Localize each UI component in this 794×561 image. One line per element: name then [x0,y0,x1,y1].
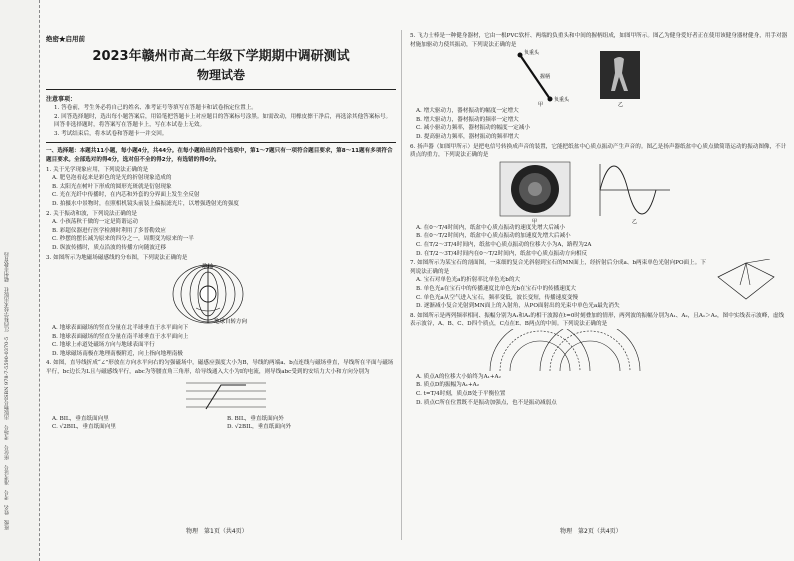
q1-option-c: C. 光在光纤中传播时，在内芯和外套的分界面上发生全反射 [52,192,200,199]
note-1: 1. 答卷前，考生务必将自己的姓名、准考证号等填写在答题卡和试卷指定位置上。 [54,105,257,111]
notes-rule [46,142,396,143]
exam-subtitle: 物理试卷 [196,68,245,82]
note-3: 3. 考试结束后，将本试卷和答题卡一并交回。 [54,130,168,137]
q3-figure [46,262,396,324]
q3-option-a: A. 地球表面磁场的竖直分量在北半球垂直于水平面向下 [52,325,189,332]
q4-option-b: B. BIL，垂直纸面向外 [227,415,284,422]
q5-label-grip: 握柄 [540,74,551,81]
q8-option-c: C. t=T/4时刻，质点B处于平衡位置 [416,391,506,398]
q1-option-b: B. 太阳光在树叶下形成的圆形光斑就是衍射现象 [52,183,172,190]
q5-option-c: C. 减小驱动力频率，器材振动的幅度一定减小 [416,125,530,132]
earth-magnetic-field-diagram [46,262,396,324]
binding-strip [0,0,40,561]
q3-option-d: D. 地球磁场南极在地理南极附近，向上指向地理南极 [52,350,183,357]
q8-stem: 8. 如图所示是两列频率相同、振幅分别为A₁和A₂的相干波源在t=0时刻叠加的情形，两列波的振幅分别为A₁、A₂，且A₁＞A₂，图中实线表示波峰，虚线表示波谷，A、B、C、D四个质点，C点在E、B两点的中间。下列说法正确的是 [410,312,785,328]
question-3 [46,254,396,359]
q7-option-c: C. 单色光a从空气进入宝石，频率变低，波长变短，传播速度变慢 [416,294,579,301]
q7-option-d: D. 逐渐减小复合光射到MN面上的入射角，从PO面射出的光束中单色光a最先消失 [416,303,620,310]
question-2 [46,210,396,253]
question-1 [46,166,396,209]
binding-text [3,30,37,530]
page-2-footer: 物理 第2页（共4页） [560,528,622,535]
q5-label-yi: 乙 [618,102,624,108]
question-5 [410,32,788,142]
q4-option-d: D. √2BIL，垂直纸面向外 [227,424,292,431]
page-2 [410,0,788,561]
q2-option-d: D. 纵波传播时，质点沿波的传播方向随波迁移 [52,244,167,251]
q4-figure [46,377,396,415]
q6-label-jia: 甲 [532,218,538,224]
page-1 [46,0,396,561]
binding-line: 赣州市教育局 [4,246,10,282]
speaker-and-vibration-graph [410,160,788,224]
q5-figure [410,49,788,107]
q2-option-c: C. 秒摆的摆长减为原来的四分之一，周期变为原来的一半 [52,236,194,243]
q1-stem: 1. 关于光学现象应用，下列说法正确的是 [46,166,149,173]
bent-wire-diagram [46,377,396,415]
q2-stem: 2. 关于振动和波，下列说法正确的是 [46,210,138,217]
q4-stem: 4. 如图，直导线折成“∠”形放在方向水平向右的匀强磁场中，磁感应强度大小为B，导线的两端a、b点连线与磁场垂直，导线所在平面与磁场平行，bc边长为L且与磁感线平行，abc为等腰直角三角形，给导线通入大小为I的电流，则导线abc受到的安培力大小和方向分别为 [46,360,394,376]
notes-heading: 注意事项： [46,96,77,103]
q4-option-a: A. BIL，垂直纸面向里 [52,415,109,422]
q1-option-a: A. 肥皂泡看起来是彩色的是光的折射现象造成的 [52,175,172,182]
section-heading: 一、选择题：本题共11小题，每小题4分，共44分。在每小题给出的四个选项中，第1～7题只有一项符合题目要求，第8～11题有多项符合题目要求。全部选对的得4分，选对但不全的得2分，有选错的得0分。 [46,148,393,163]
question-4 [46,359,396,431]
q4-options [46,415,396,432]
q3-option-b: B. 地球表面磁场的竖直分量在南半球垂直于水平面向上 [52,333,189,340]
q5-label-top: 负重头 [524,50,540,57]
binding-line: 座位号 [4,440,10,460]
gem-cross-section-diagram [710,259,780,303]
q5-label-bottom: 负重头 [554,97,570,104]
question-6 [410,143,788,259]
q1-option-d: D. 拍摄水中景物时，在照相机镜头前装上偏振滤光片，以增强透射光的强度 [52,200,239,207]
q5-label-jia: 甲 [538,102,544,108]
q6-label-yi: 乙 [632,218,638,224]
q5-stem: 5. 飞力士棒是一种健身器材，它由一根PVC软杆、两端的负重头和中间的握柄组成，如图甲所示。图乙为健身爱好者正在使用该健身器材健身，用手对器材施加驱动力使其振动，下列说法正确的是 [410,33,788,48]
q2-option-b: B. 彩超仪器进行医学检测时利用了多普勒效应 [52,227,166,234]
q8-option-d: D. 质点C所在位置既不是振动加强点，也不是振动减弱点 [416,399,557,406]
q3-fig-label-bottom: 地球自转方向 [214,319,248,325]
flexi-bar-diagram [410,49,788,107]
binding-line: 考场号 [4,420,10,440]
note-2: 2. 回答选择题时，选出每小题答案后，用铅笔把答题卡上对应题目的答案标号涂黑。如需改动，用橡皮擦干净后，再选涂其他答案标号。回答非选择题时，将答案写在答题卡上，写在本试卷上无效。 [54,113,392,129]
binding-line: 江西科学技术出版社 [4,281,10,332]
wave-interference-diagram [410,329,788,373]
binding-line: 准考证号 [4,460,10,485]
q7-option-b: B. 单色光a在宝石中的传播速度比单色光b在宝石中的传播速度大 [416,285,577,292]
q6-option-b: B. 在0～T/2时间内，纸盆中心质点振动的加速度先增大后减小 [416,233,571,240]
q6-option-a: A. 在0～T/4时间内，纸盆中心质点振动的速度先增大后减小 [416,224,565,231]
binding-line: 姓名 [4,500,10,515]
binding-line: 出版物号ISBN 978-7-5590-0370-5 [4,331,10,420]
binding-line: 考号 [4,485,10,500]
q6-option-c: C. 在T/2～3T/4时间内，纸盆中心质点振动的位移大小为A，路程为2A [416,241,592,248]
q3-fig-label-top: 地轴 [202,264,214,271]
question-7 [410,259,788,311]
q3-option-c: C. 地球上赤道处磁场方向与地球表面平行 [52,342,155,349]
q6-figure [410,160,788,224]
exam-title: 2023年赣州市高二年级下学期期中调研测试 [92,49,350,64]
q8-figure [410,329,788,373]
q5-option-a: A. 增大驱动力，器材振动的幅度一定增大 [416,108,519,115]
q6-stem: 6. 扬声器（如图甲所示）是把电信号转换成声音的装置，它能把纸盆中心质点振动产生声音的。图乙是扬声器纸盆中心质点做简谐运动的振动图像，不计质点的重力，下列说法正确的是 [410,143,787,159]
q5-option-b: B. 增大驱动力，器材振动的频率一定增大 [416,116,519,123]
q7-stem: 7. 如图所示为某宝石的剖面图，一束细的复合光斜射到宝石的MN面上，经折射后分成a、b两束单色光射向PO面上。下列说法正确的是 [410,260,706,275]
q8-option-a: A. 质点A的位移大小始终为A₁+A₂ [416,373,501,380]
q3-stem: 3. 如图所示为地磁场磁感线的分布图，下列说法正确的是 [46,254,188,261]
page-divider [401,30,402,540]
q7-option-a: A. 宝石对单色光a的折射率比单色光b的大 [416,277,521,284]
q2-option-a: A. 小孩荡秋千做的一定是简谐运动 [52,219,138,226]
q4-option-c: C. √2BIL，垂直纸面向里 [52,424,116,431]
q6-option-d: D. 在T/2～3T/4时间内在0～T/2时间内，纸盆中心质点振动方向相反 [416,250,588,257]
page-1-footer: 物理 第1页（共4页） [186,528,248,535]
title-rule [46,89,396,90]
binding-line: 班级 [4,515,10,530]
q8-option-b: B. 质点D的振幅为A₁+A₂ [416,382,479,389]
q5-option-d: D. 提高驱动力频率，器材振动的频率增大 [416,133,519,140]
question-8 [410,312,788,408]
secret-label: 绝密★启用前 [46,35,85,43]
